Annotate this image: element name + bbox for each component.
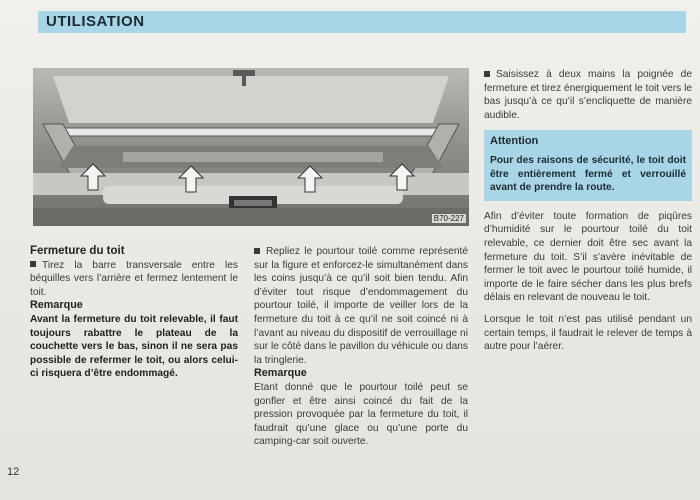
instruction-text: Saisissez à deux mains la poignée de fermeture et tirez énergiquement le toit vers le bas jusqu’à ce qu’il s’encliquette de manière audible.	[484, 69, 692, 121]
attention-title: Attention	[490, 135, 539, 148]
page-number: 12	[7, 466, 20, 478]
remark-heading: Remarque	[30, 299, 83, 312]
bullet-square-icon	[484, 71, 490, 77]
bullet-square-icon	[254, 248, 260, 254]
instruction-paragraph	[30, 259, 238, 300]
figure-caption: B70-227	[433, 214, 464, 223]
bullet-square-icon	[30, 261, 36, 267]
instruction-paragraph	[484, 68, 692, 122]
paragraph-spacer	[484, 305, 692, 313]
roof-illustration	[33, 68, 469, 226]
column-right	[484, 68, 692, 354]
remark-text: Avant la fermeture du toit relevable, il faut toujours rabattre le plateau de la couchette vers le bas, sinon il ne sera pas possible de refermer le toit, ou alors celui-ci risquera d’être endommagé.	[30, 313, 238, 380]
column-middle	[254, 245, 468, 449]
remark-heading: Remarque	[254, 367, 307, 380]
roof-photo	[33, 68, 469, 226]
remark-text: Etant donné que le pourtour toilé peut se gonfler et être ainsi coincé du fait de la pression provoquée par la fermeture du toit, il faudrait qu’une glace ou qu’une porte du camping-car soit ouverte.	[254, 381, 468, 448]
attention-box	[484, 130, 692, 200]
column-left	[30, 245, 238, 381]
instruction-paragraph	[254, 245, 468, 367]
instruction-text: Repliez le pourtour toilé comme représenté sur la figure et enforcez-le simultanément dans les coins jusqu’à ce qu’il soit bien tendu. Afin d’éviter tout risque d’endommagement du pourtour toilé, il importe de veiller lors de la fermeture du toit à ce qu’il ne soit coincé ni à l’avant au niveau du dispositif de verrouillage ni sur le côté dans le pavillon du véhicule ou dans la tringlerie.	[254, 246, 468, 366]
attention-text: Pour des raisons de sécurité, le toit doit être entièrement fermé et verrouillé avant de prendre la route.	[490, 154, 686, 194]
instruction-text: Tirez la barre transversale entre les béquilles vers l’arrière et fermez lentement le toit.	[30, 259, 238, 298]
body-paragraph: Lorsque le toit n’est pas utilisé pendant un certain temps, il faudrait le relever de temps à autre pour l’aérer.	[484, 313, 692, 353]
body-paragraph: Afin d’éviter toute formation de piqûres d’humidité sur le pourtour toilé du toit relevable, ce dernier doit être sec avant la fermeture du toit. S’il s’avère inévitable de fermer le toit avec le pourtour toilé humide, il importe de le faire sécher dans les plus brefs délais en relevant de nouveau le toit.	[484, 210, 692, 304]
section-title: UTILISATION	[46, 13, 145, 30]
section-heading: Fermeture du toit	[30, 245, 125, 257]
